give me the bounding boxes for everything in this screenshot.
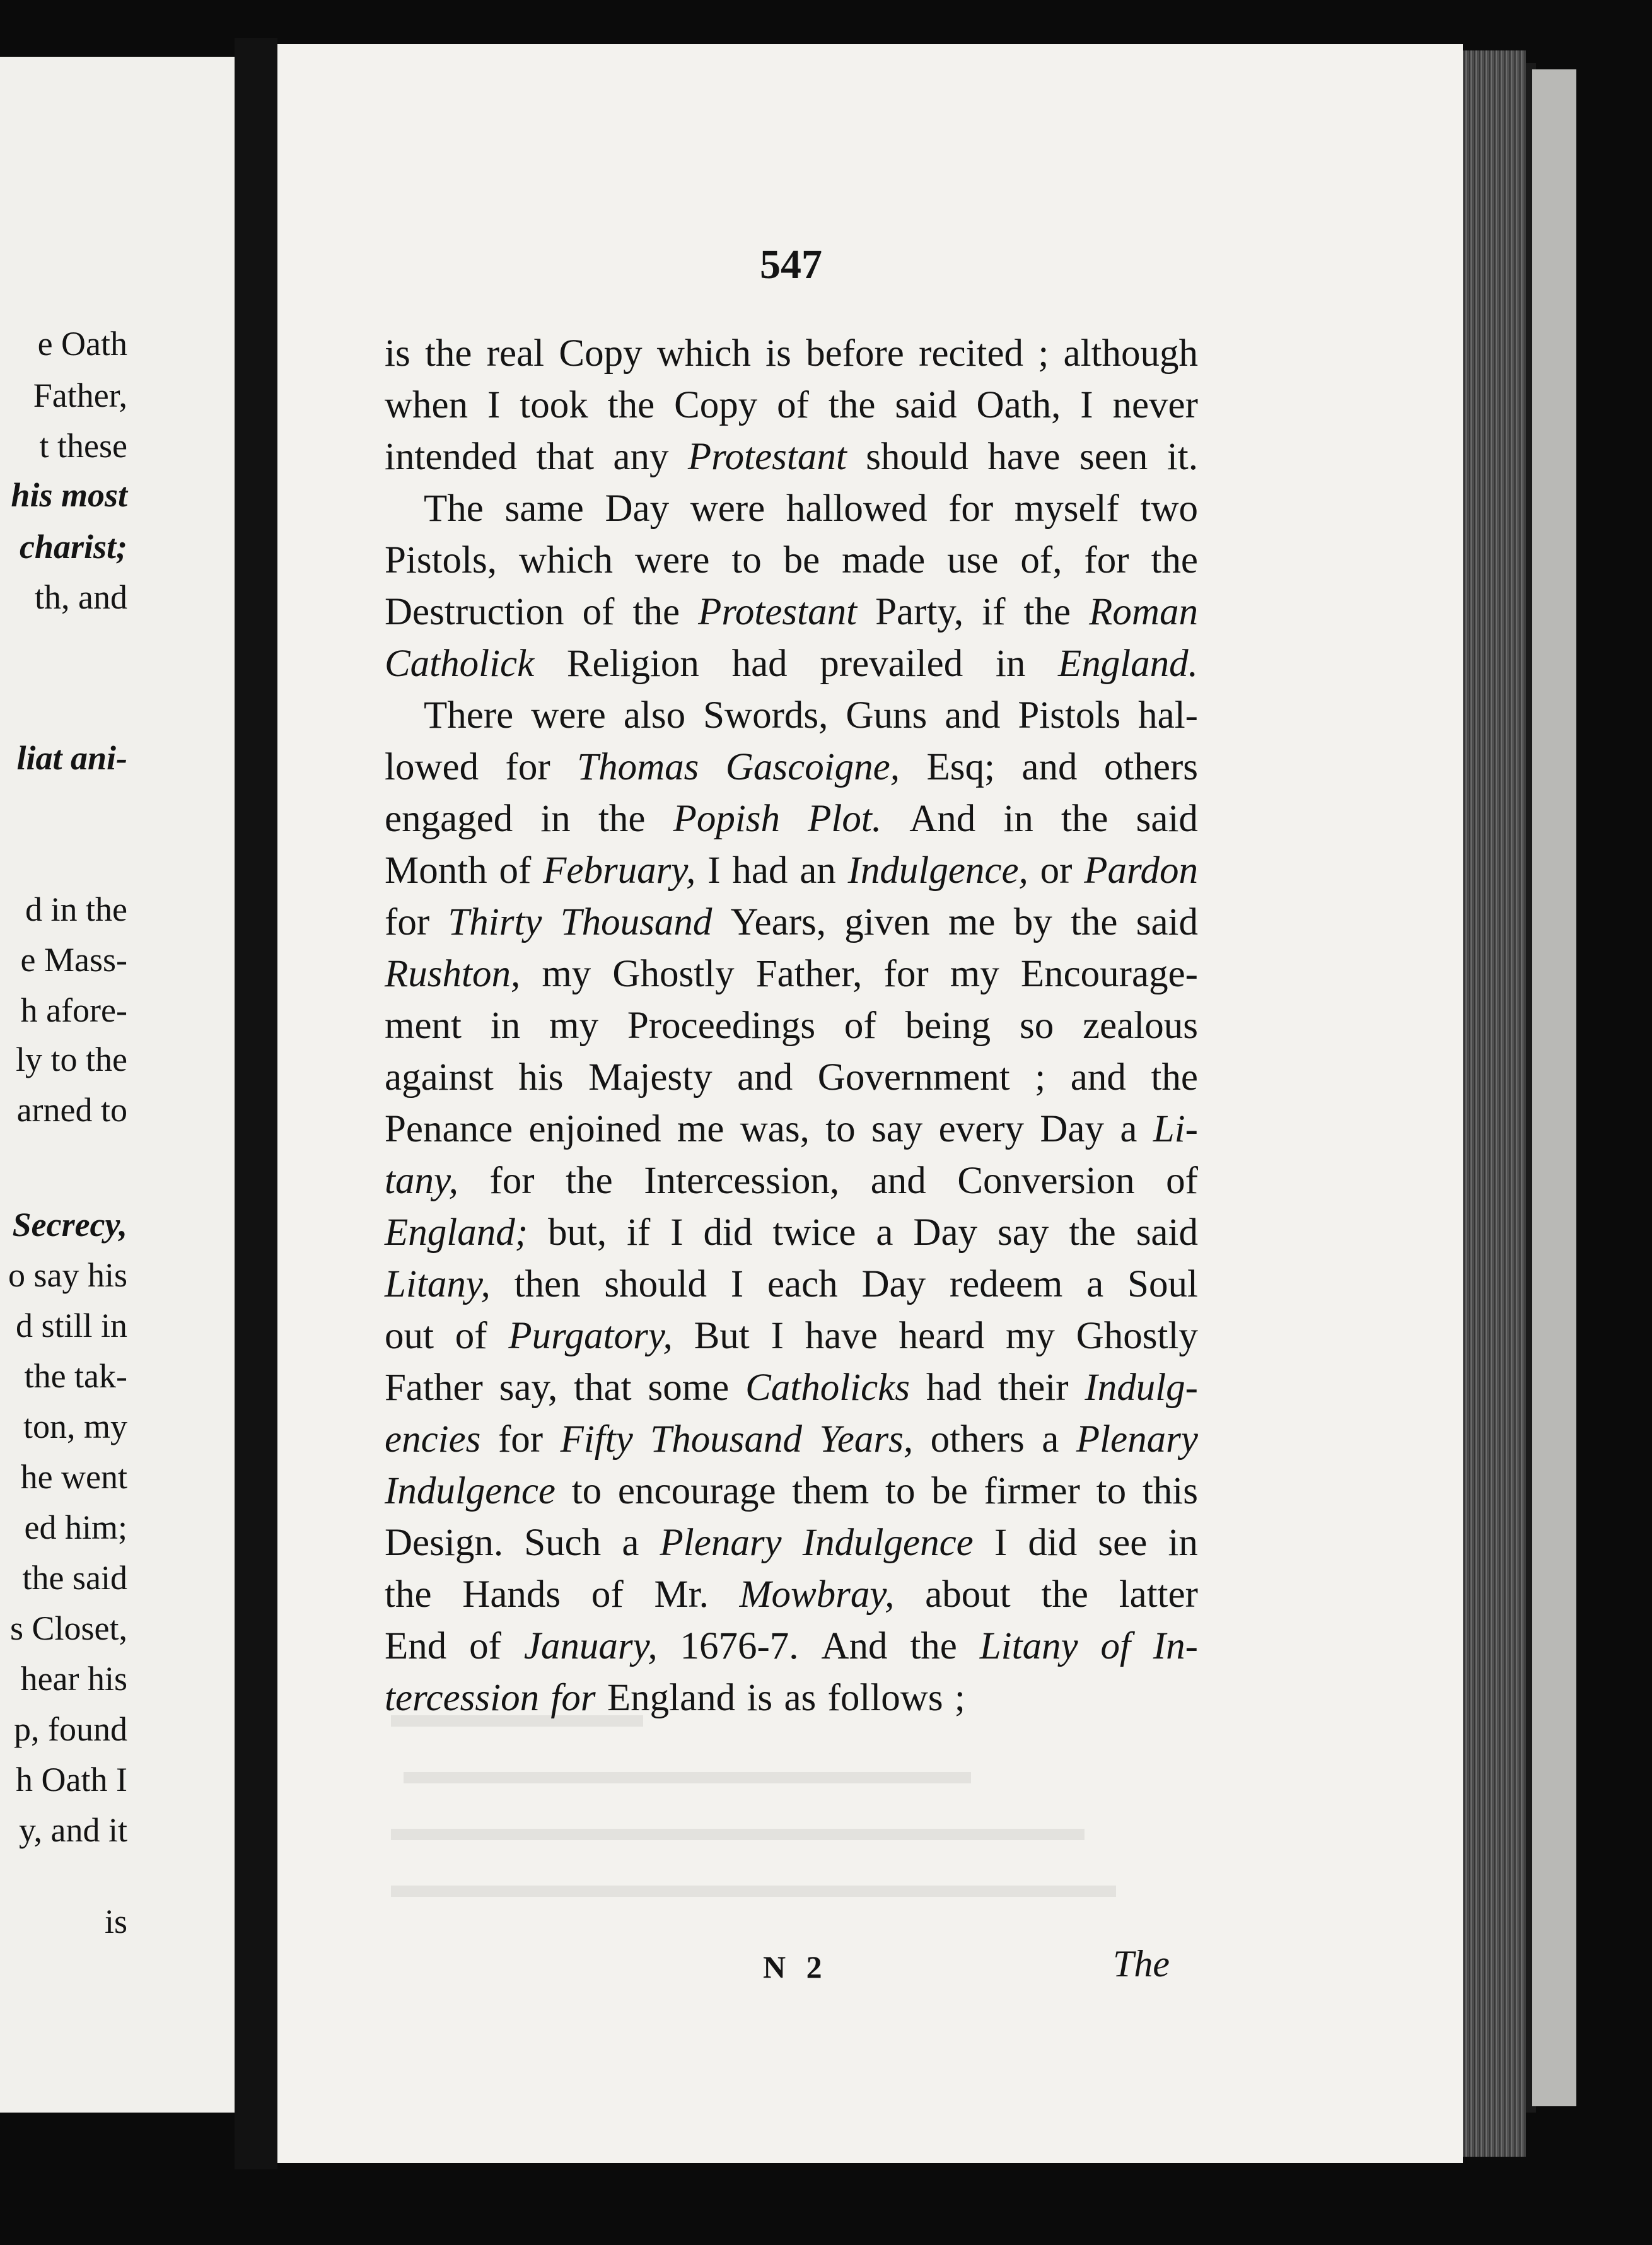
word: made xyxy=(842,539,926,581)
word: said xyxy=(1136,1211,1198,1254)
text-line xyxy=(385,948,1198,1000)
word: I xyxy=(994,1522,1008,1564)
word: given xyxy=(844,901,930,943)
left-page-line: arned to xyxy=(16,1091,127,1129)
word: or xyxy=(1040,849,1073,892)
word: the xyxy=(910,1625,957,1667)
word: so xyxy=(1019,1005,1054,1047)
word: were xyxy=(690,487,765,530)
word: each xyxy=(767,1263,838,1305)
word: and xyxy=(737,1056,793,1099)
left-page-line: ed him; xyxy=(24,1508,127,1546)
left-page-line: Secrecy, xyxy=(12,1206,127,1244)
left-page-line: h Oath I xyxy=(16,1761,127,1799)
word: the xyxy=(1041,1573,1088,1616)
word: The xyxy=(424,487,484,530)
text-line xyxy=(385,845,1198,897)
word: I xyxy=(707,849,721,892)
word: about xyxy=(925,1573,1011,1616)
word: Ghostly xyxy=(612,953,735,995)
word: Day xyxy=(605,487,670,530)
word: intended xyxy=(385,436,518,478)
word: to xyxy=(885,1470,916,1512)
text-line xyxy=(385,1569,1198,1621)
word: say xyxy=(871,1108,923,1150)
word: Intercession, xyxy=(644,1160,840,1202)
text-line xyxy=(385,1104,1198,1155)
word: of xyxy=(844,1005,876,1047)
text-line xyxy=(385,1466,1198,1517)
word: it. xyxy=(1166,436,1198,478)
word: the xyxy=(632,591,680,633)
word: an xyxy=(800,849,836,892)
page-number: 547 xyxy=(760,242,822,288)
word: is xyxy=(747,1677,773,1719)
italic-word: Protestant xyxy=(687,436,847,478)
word: a xyxy=(1120,1108,1137,1150)
word: Party, xyxy=(875,591,964,633)
word: And xyxy=(821,1625,888,1667)
text-line xyxy=(385,1207,1198,1259)
word: did xyxy=(1028,1522,1078,1564)
italic-word: tany, xyxy=(385,1160,458,1202)
italic-word: Catholick xyxy=(385,643,535,685)
left-page-line: his most xyxy=(11,476,127,514)
word: ; xyxy=(954,1677,965,1719)
italic-word: Indulgence xyxy=(802,1522,974,1564)
text-line xyxy=(385,586,1198,638)
word: Guns xyxy=(846,694,928,737)
italic-word: Indulgence, xyxy=(847,849,1028,892)
left-page-line: d still in xyxy=(15,1307,127,1344)
word: never xyxy=(1112,384,1198,426)
word: Copy xyxy=(559,332,643,375)
word: Swords, xyxy=(703,694,829,737)
text-line xyxy=(385,690,1198,742)
word: But xyxy=(694,1315,750,1357)
italic-word: Fifty xyxy=(560,1418,633,1461)
word: that xyxy=(536,436,594,478)
word: my xyxy=(549,1005,599,1047)
word: the xyxy=(1070,901,1118,943)
word: his xyxy=(518,1056,564,1099)
word: Esq; xyxy=(926,746,995,788)
word: redeem xyxy=(949,1263,1063,1305)
word: a xyxy=(622,1522,639,1564)
italic-word: In- xyxy=(1153,1625,1198,1667)
text-line xyxy=(385,638,1198,690)
word: Month xyxy=(385,849,487,892)
word: to xyxy=(1096,1470,1127,1512)
word: the xyxy=(607,384,655,426)
word: and xyxy=(1021,746,1078,788)
word: a xyxy=(1086,1263,1104,1305)
word: to xyxy=(731,539,762,581)
word: against xyxy=(385,1056,494,1099)
word: when xyxy=(385,384,468,426)
word: of xyxy=(469,1625,501,1667)
word: had xyxy=(926,1367,982,1409)
word: but, xyxy=(547,1211,607,1254)
word: Design. xyxy=(385,1522,504,1564)
page-block-edge xyxy=(1463,50,1526,2157)
word: in xyxy=(490,1005,521,1047)
word: Father xyxy=(385,1367,483,1409)
word: the xyxy=(598,798,646,840)
word: had xyxy=(731,643,788,685)
word: firmer xyxy=(984,1470,1080,1512)
word: hallowed xyxy=(786,487,928,530)
word: seen xyxy=(1079,436,1148,478)
italic-word: of xyxy=(1100,1625,1131,1667)
word: this xyxy=(1142,1470,1198,1512)
left-page-line: Father, xyxy=(33,376,127,414)
page-547 xyxy=(277,44,1463,2163)
word: the xyxy=(1151,1056,1198,1099)
italic-word: Thirty xyxy=(448,901,542,943)
word: 1676-7. xyxy=(680,1625,799,1667)
word: for xyxy=(883,953,929,995)
text-line xyxy=(385,1621,1198,1672)
word: of xyxy=(591,1573,624,1616)
word: ; xyxy=(1038,332,1049,375)
word: their xyxy=(998,1367,1069,1409)
word: engaged xyxy=(385,798,513,840)
back-cover-edge xyxy=(1532,69,1576,2106)
text-line xyxy=(385,328,1198,380)
left-page-line: he went xyxy=(20,1458,127,1496)
word: my xyxy=(1005,1315,1055,1357)
italic-word: England; xyxy=(385,1211,528,1254)
word: Encourage- xyxy=(1020,953,1198,995)
word: for xyxy=(1084,539,1129,581)
word: to xyxy=(571,1470,602,1512)
left-page-line: e Mass- xyxy=(20,941,127,979)
italic-word: Rushton, xyxy=(385,953,521,995)
signature-mark: N 2 xyxy=(763,1949,829,1985)
word: which xyxy=(518,539,613,581)
left-page-line: d in the xyxy=(25,890,127,928)
word: was, xyxy=(740,1108,810,1150)
word: in xyxy=(995,643,1026,685)
italic-word: Popish xyxy=(673,798,781,840)
text-line xyxy=(385,1052,1198,1104)
word: I xyxy=(670,1211,683,1254)
word: then xyxy=(514,1263,581,1305)
word: for xyxy=(505,746,550,788)
word: Pistols xyxy=(1018,694,1121,737)
word: latter xyxy=(1119,1573,1198,1616)
left-page-line: is xyxy=(104,1903,127,1940)
italic-word: Thomas xyxy=(577,746,699,788)
word: be xyxy=(783,539,820,581)
italic-word: Catholicks xyxy=(745,1367,910,1409)
word: and xyxy=(945,694,1001,737)
word: say xyxy=(997,1211,1049,1254)
word: which xyxy=(656,332,751,375)
word: Ghostly xyxy=(1076,1315,1198,1357)
word: Mr. xyxy=(654,1573,709,1616)
left-page-line: ly to the xyxy=(16,1041,127,1078)
word: did xyxy=(703,1211,753,1254)
text-line xyxy=(385,1517,1198,1569)
word: Soul xyxy=(1127,1263,1198,1305)
word: said xyxy=(1136,798,1198,840)
word: I xyxy=(730,1263,744,1305)
word: ment xyxy=(385,1005,462,1047)
word: heard xyxy=(899,1315,985,1357)
word: zealous xyxy=(1083,1005,1198,1047)
word: had xyxy=(732,849,788,892)
word: recited xyxy=(919,332,1024,375)
word: in xyxy=(1168,1522,1198,1564)
word: and xyxy=(870,1160,926,1202)
word: the xyxy=(1151,539,1198,581)
italic-word: Li- xyxy=(1153,1108,1198,1150)
italic-word: Protestant xyxy=(698,591,858,633)
word: use xyxy=(947,539,999,581)
word: prevailed xyxy=(820,643,963,685)
text-line xyxy=(385,535,1198,586)
word: of xyxy=(455,1315,487,1357)
left-page-line: liat ani- xyxy=(16,739,127,777)
word: Religion xyxy=(566,643,699,685)
text-line xyxy=(385,1362,1198,1414)
word: of, xyxy=(1020,539,1062,581)
italic-word: Plenary xyxy=(1076,1418,1198,1461)
word: is xyxy=(765,332,791,375)
word: see xyxy=(1098,1522,1148,1564)
word: every xyxy=(938,1108,1025,1150)
word: I xyxy=(1080,384,1093,426)
text-line xyxy=(385,1155,1198,1207)
word: before xyxy=(806,332,904,375)
word: myself xyxy=(1014,487,1119,530)
word: have xyxy=(805,1315,878,1357)
word: Proceedings xyxy=(627,1005,816,1047)
word: a xyxy=(1042,1418,1059,1461)
word: the xyxy=(1023,591,1071,633)
italic-word: Litany, xyxy=(385,1263,491,1305)
word: a xyxy=(876,1211,893,1254)
word: Years, xyxy=(730,901,827,943)
italic-word: encies xyxy=(385,1418,481,1461)
word: for xyxy=(497,1418,544,1461)
italic-word: Plot. xyxy=(808,798,882,840)
word: although xyxy=(1063,332,1198,375)
word: I xyxy=(487,384,501,426)
word: for xyxy=(489,1160,535,1202)
left-page-line: charist; xyxy=(19,528,127,566)
word: Government xyxy=(817,1056,1010,1099)
word: Hands xyxy=(462,1573,561,1616)
text-line xyxy=(385,897,1198,948)
word: my xyxy=(950,953,999,995)
italic-word: February, xyxy=(543,849,696,892)
left-page-line: the tak- xyxy=(24,1357,127,1395)
italic-word: Plenary xyxy=(660,1522,782,1564)
word: Majesty xyxy=(588,1056,713,1099)
italic-word: Pardon xyxy=(1084,849,1198,892)
catchword: The xyxy=(1113,1943,1170,1985)
word: is xyxy=(385,332,410,375)
word: two xyxy=(1140,487,1198,530)
italic-word: Gascoigne, xyxy=(725,746,900,788)
italic-word: Years, xyxy=(819,1418,914,1461)
italic-word: Purgatory, xyxy=(508,1315,673,1357)
word: have xyxy=(987,436,1061,478)
word: others xyxy=(930,1418,1025,1461)
word: Pistols, xyxy=(385,539,497,581)
word: being xyxy=(905,1005,991,1047)
word: the xyxy=(1061,798,1108,840)
word: in xyxy=(540,798,571,840)
italic-word: Litany xyxy=(979,1625,1078,1667)
word: by xyxy=(1013,901,1052,943)
word: said xyxy=(1136,901,1198,943)
book-gutter xyxy=(235,38,277,2169)
word: me xyxy=(677,1108,724,1150)
left-page-line: h afore- xyxy=(20,991,127,1029)
text-line xyxy=(385,483,1198,535)
word: others xyxy=(1103,746,1198,788)
left-page-line: y, and it xyxy=(19,1811,127,1849)
word: Copy xyxy=(674,384,758,426)
word: of xyxy=(1166,1160,1198,1202)
word: be xyxy=(931,1470,968,1512)
word: same xyxy=(504,487,584,530)
italic-word: Indulgence xyxy=(385,1470,556,1512)
word: There xyxy=(424,694,514,737)
left-page-line: s Closet, xyxy=(9,1609,127,1647)
word: in xyxy=(1003,798,1033,840)
word: encourage xyxy=(617,1470,776,1512)
italic-word: Indulg- xyxy=(1085,1367,1198,1409)
text-line xyxy=(385,1310,1198,1362)
word: were xyxy=(634,539,710,581)
word: should xyxy=(866,436,969,478)
word: the xyxy=(424,332,472,375)
word: them xyxy=(792,1470,870,1512)
italic-word: Thousand xyxy=(560,901,713,943)
word: the xyxy=(566,1160,613,1202)
word: out xyxy=(385,1315,434,1357)
word: were xyxy=(531,694,606,737)
word: Oath, xyxy=(976,384,1061,426)
left-page-line: the said xyxy=(22,1559,127,1597)
italic-word: January, xyxy=(523,1625,658,1667)
word: the xyxy=(1069,1211,1116,1254)
word: Day xyxy=(861,1263,926,1305)
word: to xyxy=(825,1108,856,1150)
word: Conversion xyxy=(957,1160,1135,1202)
word: for xyxy=(948,487,994,530)
word: End xyxy=(385,1625,447,1667)
word: say, xyxy=(499,1367,558,1409)
word: as xyxy=(784,1677,817,1719)
italic-word: Roman xyxy=(1089,591,1198,633)
word: lowed xyxy=(385,746,479,788)
italic-word: England. xyxy=(1057,643,1198,685)
word: my xyxy=(542,953,591,995)
left-page-line: e Oath xyxy=(37,325,127,363)
left-page-line: o say his xyxy=(8,1256,127,1294)
word: ; xyxy=(1035,1056,1046,1099)
left-page-line: t these xyxy=(39,427,127,465)
italic-word: for xyxy=(550,1677,596,1719)
word: Day xyxy=(1040,1108,1105,1150)
word: if xyxy=(627,1211,651,1254)
left-page-line: hear his xyxy=(20,1660,127,1698)
word: took xyxy=(520,384,588,426)
word: for xyxy=(385,901,430,943)
word: England xyxy=(607,1677,736,1719)
word: Day xyxy=(913,1211,978,1254)
word: the xyxy=(385,1573,432,1616)
word: of xyxy=(777,384,809,426)
word: And xyxy=(909,798,976,840)
text-line xyxy=(385,380,1198,431)
word: and xyxy=(1070,1056,1126,1099)
body-text xyxy=(385,328,1198,1724)
word: real xyxy=(486,332,545,375)
text-line xyxy=(385,742,1198,793)
word: twice xyxy=(772,1211,856,1254)
previous-page-fragment xyxy=(0,57,235,2113)
word: me xyxy=(948,901,996,943)
text-line xyxy=(385,1414,1198,1466)
italic-word: tercession xyxy=(385,1677,540,1719)
word: said xyxy=(895,384,957,426)
word: if xyxy=(982,591,1006,633)
word: of xyxy=(499,849,532,892)
word: also xyxy=(623,694,686,737)
italic-word: Thousand xyxy=(650,1418,802,1461)
word: of xyxy=(582,591,615,633)
text-line xyxy=(385,1000,1198,1052)
text-line xyxy=(385,1259,1198,1310)
word: enjoined xyxy=(528,1108,661,1150)
word: I xyxy=(771,1315,784,1357)
word: the xyxy=(828,384,876,426)
word: any xyxy=(613,436,669,478)
word: Such xyxy=(524,1522,602,1564)
word: some xyxy=(648,1367,730,1409)
left-page-line: ton, my xyxy=(23,1408,127,1445)
show-through-bleed xyxy=(378,1703,1173,1923)
left-page-line: th, and xyxy=(35,578,127,616)
text-line xyxy=(385,431,1198,483)
word: Destruction xyxy=(385,591,564,633)
word: follows xyxy=(827,1677,943,1719)
italic-word: Mowbray, xyxy=(739,1573,895,1616)
left-page-line: p, found xyxy=(14,1710,127,1748)
word: Father, xyxy=(755,953,863,995)
word: that xyxy=(574,1367,632,1409)
word: Penance xyxy=(385,1108,513,1150)
word: hal- xyxy=(1138,694,1198,737)
text-line xyxy=(385,793,1198,845)
word: should xyxy=(604,1263,707,1305)
